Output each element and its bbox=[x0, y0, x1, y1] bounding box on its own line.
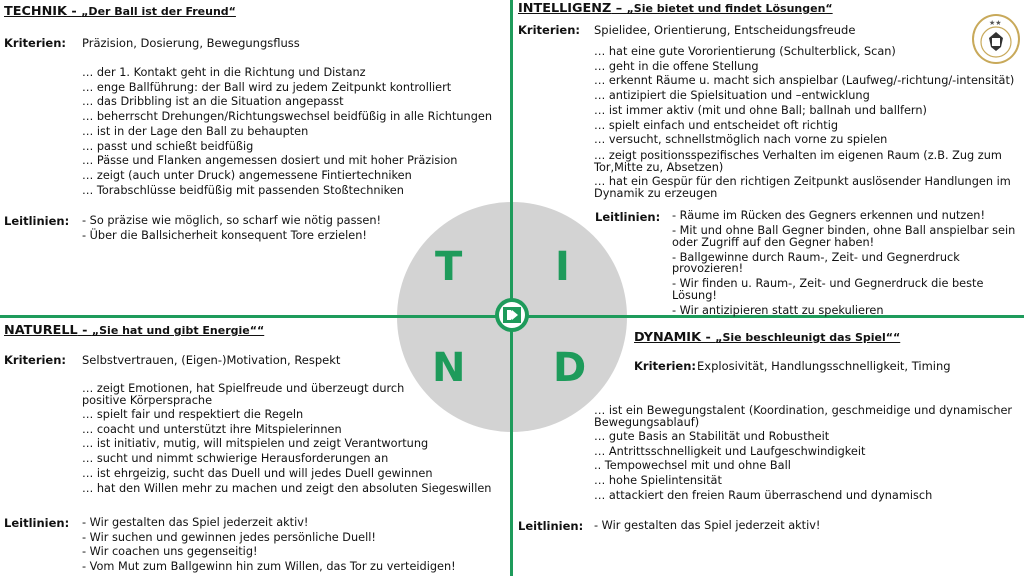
list-item: … hat den Willen mehr zu machen und zeigt den absoluten Siegeswillen bbox=[82, 481, 492, 495]
list-item: … sucht und nimmt schwierige Herausforderungen an bbox=[82, 452, 389, 466]
list-item: … Pässe und Flanken angemessen dosiert und mit hoher Präzision bbox=[82, 154, 458, 168]
svg-text:★★: ★★ bbox=[989, 19, 1002, 27]
leitlinie: - So präzise wie möglich, so scharf wie nötig passen! bbox=[82, 214, 382, 227]
intelligenz-leitlinien-label: Leitlinien: bbox=[595, 210, 661, 224]
leitlinie: - Wir coachen uns gegenseitig! bbox=[82, 545, 258, 559]
letter-n: N bbox=[432, 345, 466, 391]
list-item: … Antrittsschnelligkeit und Laufgeschwindigkeit bbox=[594, 444, 866, 458]
list-item: … versucht, schnellstmöglich nach vorne zu spielen bbox=[594, 133, 888, 147]
list-item: … Torabschlüsse beidfüßig mit passenden Stoßtechniken bbox=[82, 183, 404, 197]
leitlinie: - Wir finden u. Raum-, Zeit- und Gegnerdruck die beste Lösung! bbox=[672, 277, 984, 302]
technik-quote: „Der Ball ist der Freund“ bbox=[81, 5, 236, 18]
list-item: … enge Ballführung: der Ball wird zu jedem Zeitpunkt kontrolliert bbox=[82, 80, 452, 94]
technik-kriterien-label: Kriterien: bbox=[4, 36, 67, 50]
list-item: … geht in die offene Stellung bbox=[594, 59, 759, 73]
intelligenz-quote: „Sie bietet und findet Lösungen“ bbox=[626, 2, 833, 15]
dynamik-kriterien-label: Kriterien: bbox=[634, 359, 697, 373]
intelligenz-heading bbox=[518, 1, 833, 16]
naturell-quote: „Sie hat und gibt Energie““ bbox=[91, 324, 265, 337]
list-item: … antizipiert die Spielsituation und –entwicklung bbox=[594, 89, 870, 103]
list-item: … spielt fair und respektiert die Regeln bbox=[82, 408, 304, 421]
technik-leitlinien bbox=[82, 214, 381, 243]
technik-heading bbox=[4, 4, 236, 19]
intelligenz-separator: – bbox=[611, 1, 627, 16]
leitlinie: - Räume im Rücken des Gegners erkennen und nutzen! bbox=[672, 209, 985, 222]
leitlinie: - Wir suchen und gewinnen jedes persönliche Duell! bbox=[82, 530, 376, 544]
leitlinie: - Ballgewinne durch Raum-, Zeit- und Gegnerdruck provozieren! bbox=[672, 250, 960, 275]
naturell-kriterien: Selbstvertrauen, (Eigen-)Motivation, Respekt bbox=[82, 353, 341, 367]
intelligenz-title: INTELLIGENZ bbox=[518, 1, 612, 16]
technik-list bbox=[82, 66, 492, 198]
naturell-list bbox=[82, 408, 491, 496]
dynamik-list bbox=[594, 430, 932, 504]
list-item: … ist in der Lage den Ball zu behaupten bbox=[82, 124, 309, 138]
list-item: … erkennt Räume u. macht sich anspielbar (Laufweg/-richtung/-intensität) bbox=[594, 74, 1015, 88]
list-item: … das Dribbling ist an die Situation angepasst bbox=[82, 95, 344, 109]
naturell-leitlinien bbox=[82, 516, 456, 574]
list-item: … gute Basis an Stabilität und Robustheit bbox=[594, 430, 830, 443]
leitlinie: - Wir gestalten das Spiel jederzeit aktiv! bbox=[594, 519, 821, 532]
list-item: .. Tempowechsel mit und ohne Ball bbox=[594, 459, 791, 473]
dynamik-heading bbox=[634, 330, 900, 345]
naturell-title: NATURELL bbox=[4, 323, 78, 338]
list-item: … spielt einfach und entscheidet oft richtig bbox=[594, 118, 839, 132]
intelligenz-list bbox=[594, 45, 1022, 148]
technik-title: TECHNIK bbox=[4, 4, 67, 19]
technik-separator: - bbox=[66, 4, 82, 19]
letter-i: I bbox=[555, 244, 570, 290]
list-item: … ist ehrgeizig, sucht das Duell und will jedes Duell gewinnen bbox=[82, 466, 433, 480]
list-item: … zeigt positionsspezifisches Verhalten im eigenen Raum (z.B. Zug zum Tor,Mitte zu, Absetzen) bbox=[594, 149, 1002, 174]
dynamik-quote: „Sie beschleunigt das Spiel““ bbox=[715, 331, 901, 344]
list-item: … hat eine gute Vororientierung (Schulterblick, Scan) bbox=[594, 45, 896, 58]
intelligenz-leitlinien bbox=[672, 210, 1022, 320]
intelligenz-kriterien: Spielidee, Orientierung, Entscheidungsfreude bbox=[594, 23, 856, 37]
naturell-list-wrapped bbox=[82, 383, 412, 409]
intelligenz-kriterien-label: Kriterien: bbox=[518, 23, 581, 37]
list-item: … zeigt Emotionen, hat Spielfreude und überzeugt durch positive Körpersprache bbox=[82, 382, 405, 407]
naturell-heading bbox=[4, 323, 264, 338]
list-item: … hohe Spielintensität bbox=[594, 474, 722, 488]
list-item: … beherrscht Drehungen/Richtungswechsel beidfüßig in alle Richtungen bbox=[82, 110, 492, 124]
naturell-kriterien-label: Kriterien: bbox=[4, 353, 67, 367]
dynamik-leitlinien-label: Leitlinien: bbox=[518, 519, 584, 533]
list-item: … passt und schießt beidfüßig bbox=[82, 139, 254, 153]
dynamik-kriterien: Explosivität, Handlungsschnelligkeit, Timing bbox=[697, 359, 951, 373]
list-item: … ist initiativ, mutig, will mitspielen und zeigt Verantwortung bbox=[82, 437, 429, 451]
leitlinie: - Wir gestalten das Spiel jederzeit aktiv! bbox=[82, 516, 309, 529]
list-item: … coacht und unterstützt ihre Mitspielerinnen bbox=[82, 422, 342, 436]
letter-t: T bbox=[435, 244, 463, 290]
list-item: … hat ein Gespür für den richtigen Zeitpunkt auslösender Handlungen im Dynamik zu erzeugen bbox=[594, 175, 1011, 200]
technik-kriterien: Präzision, Dosierung, Bewegungsfluss bbox=[82, 36, 300, 50]
list-item: … ist ein Bewegungstalent (Koordination, geschmeidige und dynamischer Bewegungsablauf) bbox=[594, 404, 1013, 429]
leitlinie: - Vom Mut zum Ballgewinn hin zum Willen, das Tor zu verteidigen! bbox=[82, 559, 456, 573]
list-item: … ist immer aktiv (mit und ohne Ball; ballnah und ballfern) bbox=[594, 103, 927, 117]
dynamik-title: DYNAMIK bbox=[634, 330, 701, 345]
leitlinie: - Mit und ohne Ball Gegner binden, ohne Ball anspielbar sein oder Zugriff auf den Gegner haben! bbox=[672, 224, 1016, 249]
dynamik-list-wrapped bbox=[594, 405, 1022, 431]
dynamik-separator: - bbox=[700, 330, 716, 345]
dfb-logo-icon bbox=[495, 298, 529, 332]
technik-leitlinien-label: Leitlinien: bbox=[4, 214, 70, 228]
leitlinie: - Wir antizipieren statt zu spekulieren bbox=[672, 303, 884, 317]
intelligenz-list-wrapped bbox=[594, 150, 1020, 202]
vertical-divider bbox=[510, 0, 513, 576]
dynamik-leitlinien bbox=[594, 519, 820, 534]
list-item: … attackiert den freien Raum überraschend und dynamisch bbox=[594, 488, 933, 502]
naturell-separator: - bbox=[77, 323, 92, 338]
list-item: … zeigt (auch unter Druck) angemessene Fintiertechniken bbox=[82, 168, 412, 182]
leitlinie: - Über die Ballsicherheit konsequent Tore erzielen! bbox=[82, 228, 367, 242]
list-item: … der 1. Kontakt geht in die Richtung und Distanz bbox=[82, 66, 366, 79]
naturell-leitlinien-label: Leitlinien: bbox=[4, 516, 70, 530]
letter-d: D bbox=[553, 345, 587, 391]
